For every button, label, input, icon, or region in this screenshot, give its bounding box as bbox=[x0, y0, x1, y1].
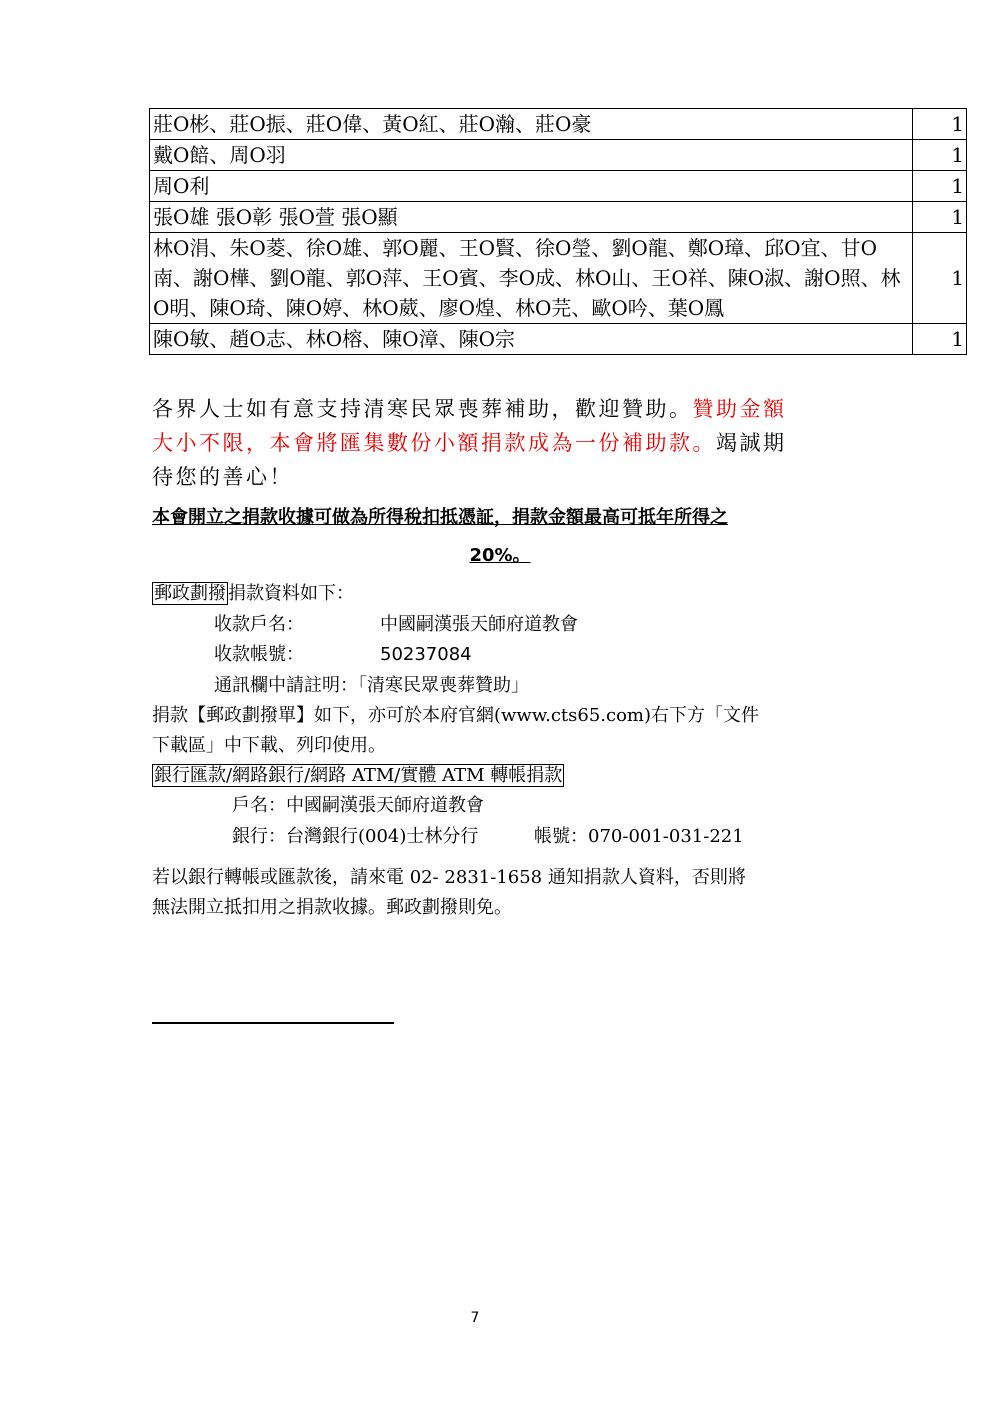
tax-deduction-note: 本會開立之捐款收據可做為所得稅扣抵憑証，捐款金額最高可抵年所得之 bbox=[152, 507, 728, 528]
donor-names: 林O涓、朱O菱、徐O雄、郭O麗、王O賢、徐O瑩、劉O龍、鄭O璋、邱O宜、甘O南、謝O樺、劉O龍、郭O萍、王O賓、李O成、林O山、王O祥、陳O淑、謝O照、林O明、陳O琦、陳O婷、林O葳、廖O煌、林O芫、歐O吟、葉O鳳 bbox=[150, 233, 913, 324]
donor-names: 張O雄 張O彰 張O萱 張O顯 bbox=[150, 202, 913, 233]
donation-count: 1 bbox=[913, 109, 967, 140]
postal-heading bbox=[152, 580, 354, 608]
postal-form-line-2: 下載區」中下載、列印使用。 bbox=[152, 735, 386, 756]
table-row bbox=[150, 324, 967, 355]
appeal-text: 各界人士如有意支持清寒民眾喪葬補助，歡迎贊助。 bbox=[152, 397, 693, 421]
tax-deduction-percent: 20%。 bbox=[469, 545, 531, 566]
table-row bbox=[150, 202, 967, 233]
postal-account-number-label: 收款帳號： bbox=[214, 644, 304, 665]
postal-intro: 捐款資料如下： bbox=[228, 583, 354, 604]
bank-heading bbox=[152, 762, 564, 790]
notice-line-2: 無法開立抵扣用之捐款收據。郵政劃撥則免。 bbox=[152, 897, 512, 918]
table-row bbox=[150, 109, 967, 140]
table-row bbox=[150, 233, 967, 324]
appeal-paragraph bbox=[152, 392, 802, 494]
postal-form-line-1: 捐款【郵政劃撥單】如下，亦可於本府官網(www.cts65.com)右下方「文件 bbox=[152, 705, 760, 726]
bank-account-number: 帳號：070-001-031-221 bbox=[534, 826, 744, 847]
donation-count: 1 bbox=[913, 324, 967, 355]
donor-names: 戴O餢、周O羽 bbox=[150, 140, 913, 171]
appeal-highlight: 贊助金額大小不限，本會將匯集數份小額捐款成為一份補助款。 bbox=[152, 397, 787, 455]
bank-name: 銀行：台灣銀行(004)士林分行 bbox=[232, 826, 479, 847]
donor-names: 周O利 bbox=[150, 171, 913, 202]
table-row bbox=[150, 140, 967, 171]
donation-count: 1 bbox=[913, 233, 967, 324]
postal-account-number: 50237084 bbox=[380, 644, 472, 665]
bank-account-name: 戶名：中國嗣漢張天師府道教會 bbox=[232, 795, 484, 816]
donation-count: 1 bbox=[913, 202, 967, 233]
bank-label: 銀行匯款/網路銀行/網路 ATM/實體 ATM 轉帳捐款 bbox=[154, 765, 563, 786]
postal-account-name: 中國嗣漢張天師府道教會 bbox=[380, 614, 578, 635]
postal-account-name-label: 收款戶名： bbox=[214, 614, 304, 635]
donation-count: 1 bbox=[913, 140, 967, 171]
donor-names: 莊O彬、莊O振、莊O偉、黃O紅、莊O瀚、莊O豪 bbox=[150, 109, 913, 140]
footnote-rule bbox=[152, 1022, 394, 1024]
appeal-closing: 竭誠期待您的善心！ bbox=[152, 431, 787, 489]
postal-label: 郵政劃撥 bbox=[154, 583, 226, 604]
donor-table bbox=[149, 108, 967, 355]
donation-count: 1 bbox=[913, 171, 967, 202]
donor-names: 陳O敏、趙O志、林O榕、陳O漳、陳O宗 bbox=[150, 324, 913, 355]
table-row bbox=[150, 171, 967, 202]
notice-line-1: 若以銀行轉帳或匯款後，請來電 02- 2831-1658 通知捐款人資料，否則將 bbox=[152, 867, 746, 888]
donor-table-body bbox=[150, 109, 967, 355]
postal-memo: 通訊欄中請註明：「清寒民眾喪葬贊助」 bbox=[214, 675, 529, 696]
page-number: 7 bbox=[470, 1310, 480, 1326]
